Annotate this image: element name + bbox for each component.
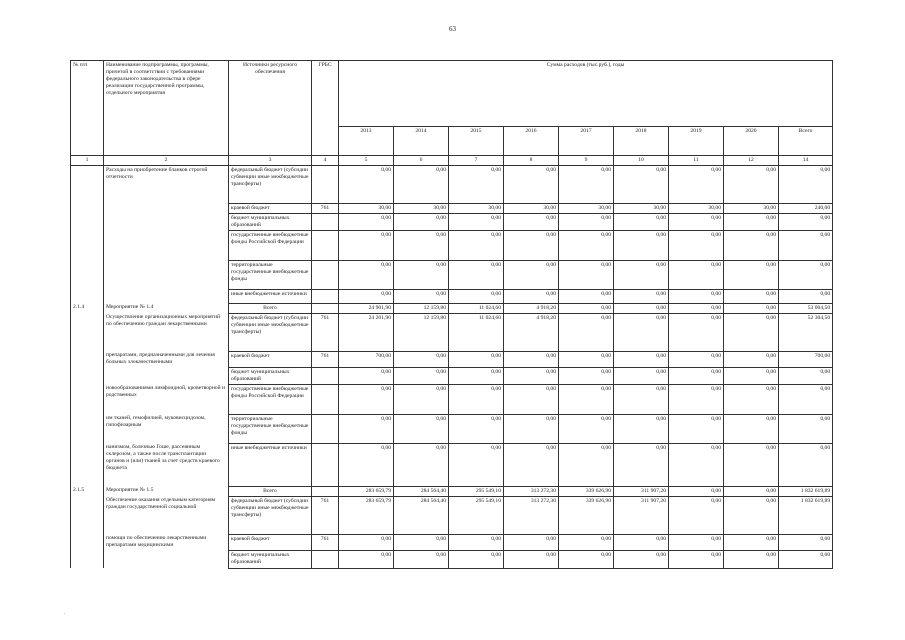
amount-cell: 0,00 [724,367,779,384]
amount-cell: 339 626,90 [559,486,614,496]
item-name-cell: помощи по обеспечению лекарственными препаратами медицинскими [104,534,229,550]
amount-cell: 0,00 [669,534,724,550]
amount-cell: 0,00 [724,166,779,204]
amount-cell: 0,00 [669,351,724,367]
amount-cell: 0,00 [614,166,669,204]
amount-cell: 0,00 [449,443,504,486]
amount-cell: 313 272,30 [504,496,559,534]
amount-cell: 0,00 [559,550,614,568]
item-number-cell [71,384,104,414]
amount-cell: 0,00 [394,166,449,204]
table-row [71,260,833,289]
row-total-cell: 52 304,50 [779,313,833,351]
item-number-cell [71,204,104,214]
amount-cell: 0,00 [339,550,394,568]
row-total-cell: 0,00 [779,534,833,550]
grbs-cell [312,550,339,568]
amount-cell: 0,00 [669,486,724,496]
column-number-row [71,156,833,166]
year-header: 2016 [504,127,559,156]
amount-cell: 0,00 [394,351,449,367]
amount-cell: 0,00 [724,534,779,550]
amount-cell: 0,00 [669,313,724,351]
table-row [71,414,833,443]
amount-cell: 0,00 [339,260,394,289]
row-total-cell: 1 832 619,89 [779,496,833,534]
row-total-cell: 0,00 [779,213,833,230]
row-total-cell: 700,00 [779,351,833,367]
grbs-cell: 761 [312,204,339,214]
row-total-cell: 0,00 [779,367,833,384]
item-name-cell: Осуществление организационных мероприятий по обеспечению граждан лекарственными [104,313,229,351]
grbs-cell [312,443,339,486]
row-total-cell: 1 832 619,89 [779,486,833,496]
funding-source-cell: государственные внебюджетные фонды Российской Федерации [229,230,312,260]
grbs-cell [312,384,339,414]
table-row [71,289,833,303]
row-total-cell: 0,00 [779,260,833,289]
item-name-cell [104,230,229,260]
table-row [71,213,833,230]
table-row [71,443,833,486]
amount-cell: 0,00 [724,496,779,534]
table-row [71,204,833,214]
year-header: 2014 [394,127,449,156]
funding-source-cell: бюджет муниципальных образований [229,550,312,568]
amount-cell: 0,00 [504,351,559,367]
amount-cell: 0,00 [669,260,724,289]
amount-cell: 30,00 [559,204,614,214]
column-number: 5 [339,156,394,166]
amount-cell: 0,00 [504,414,559,443]
item-number-cell [71,351,104,367]
amount-cell: 0,00 [614,260,669,289]
column-number: 12 [724,156,779,166]
amount-cell: 4 918,20 [504,313,559,351]
amount-cell: 0,00 [559,384,614,414]
item-number-cell: 2.1.5 [71,486,104,496]
total-row [71,486,833,496]
table-row [71,534,833,550]
total-row [71,303,833,313]
table-row [71,550,833,568]
amount-cell: 0,00 [669,230,724,260]
header-source-cell: Источники ресурсного обеспечения [229,61,312,156]
amount-cell: 0,00 [724,351,779,367]
funding-source-cell: бюджет муниципальных образований [229,367,312,384]
funding-source-cell: иные внебюджетные источники [229,443,312,486]
item-name-cell: препаратами, предназначенными для лечения больных злокачественными [104,351,229,367]
amount-cell: 0,00 [614,367,669,384]
amount-cell: 0,00 [504,260,559,289]
amount-cell: 0,00 [669,166,724,204]
amount-cell: 0,00 [394,213,449,230]
item-number-cell [71,550,104,568]
amount-cell: 0,00 [614,313,669,351]
grbs-cell: 761 [312,496,339,534]
amount-cell: 0,00 [559,313,614,351]
amount-cell: 0,00 [614,303,669,313]
item-name-cell [104,204,229,214]
amount-cell: 284 564,40 [394,496,449,534]
item-number-cell [71,443,104,486]
table-row [71,384,833,414]
item-name-cell: Мероприятие № 1.4 [104,303,229,313]
year-header: 2015 [449,127,504,156]
grbs-cell: 761 [312,351,339,367]
grbs-cell [312,367,339,384]
amount-cell: 339 626,90 [559,496,614,534]
amount-cell: 0,00 [394,384,449,414]
amount-cell: 0,00 [669,303,724,313]
item-number-cell [71,230,104,260]
item-name-cell [104,260,229,289]
amount-cell: 0,00 [614,213,669,230]
amount-cell: 0,00 [669,414,724,443]
grbs-cell [312,230,339,260]
item-number-cell [71,496,104,534]
amount-cell: 30,00 [669,204,724,214]
page-number: 63 [449,25,456,33]
column-number: 1 [71,156,104,166]
amount-cell: 0,00 [504,367,559,384]
item-name-cell: Мероприятие № 1.5 [104,486,229,496]
amount-cell: 0,00 [339,443,394,486]
table-row [71,230,833,260]
amount-cell: 311 907,20 [614,496,669,534]
amount-cell: 11 024,60 [449,303,504,313]
amount-cell: 0,00 [449,260,504,289]
row-total-cell: 0,00 [779,550,833,568]
amount-cell: 0,00 [504,166,559,204]
funding-source-cell: государственные внебюджетные фонды Российской Федерации [229,384,312,414]
amount-cell: 0,00 [724,486,779,496]
amount-cell: 0,00 [449,351,504,367]
amount-cell: 0,00 [669,443,724,486]
funding-source-cell: федеральный бюджет (субсидии субвенции иные межбюджетные трансферты) [229,313,312,351]
header-name-cell: Наименование подпрограммы, программы, причетой в соответствии с требованиями федерального законодательства в сфере реализации государственной программы, отдельного мероприятия [104,61,229,156]
amount-cell: 0,00 [394,534,449,550]
amount-cell: 0,00 [449,534,504,550]
item-name-cell: им тканей, гемофилией, муковисцидозом, гипофизарным [104,414,229,443]
amount-cell: 30,00 [614,204,669,214]
amount-cell: 0,00 [449,384,504,414]
amount-cell: 0,00 [669,384,724,414]
item-number-cell [71,367,104,384]
amount-cell: 12 159,80 [394,313,449,351]
amount-cell: 0,00 [724,260,779,289]
amount-cell: 30,00 [339,204,394,214]
amount-cell: 0,00 [339,367,394,384]
amount-cell: 700,00 [339,351,394,367]
total-label-cell: Всего [229,303,312,313]
column-number: 2 [104,156,229,166]
funding-source-cell: федеральный бюджет (субсидии субвенции иные межбюджетные трансферты) [229,496,312,534]
column-number: 4 [312,156,339,166]
column-number: 14 [779,156,833,166]
amount-cell: 12 159,80 [394,303,449,313]
row-total-cell: 0,00 [779,230,833,260]
amount-cell: 0,00 [504,213,559,230]
table-row [71,166,833,204]
year-header: 2020 [724,127,779,156]
table-row [71,351,833,367]
amount-cell: 0,00 [559,260,614,289]
amount-cell: 0,00 [449,230,504,260]
amount-cell: 0,00 [669,213,724,230]
amount-cell: 0,00 [449,213,504,230]
amount-cell: 0,00 [669,496,724,534]
amount-cell: 0,00 [724,303,779,313]
amount-cell: 295 549,10 [449,496,504,534]
column-number: 9 [559,156,614,166]
item-number-cell [71,534,104,550]
grbs-cell [312,213,339,230]
amount-cell: 313 272,30 [504,486,559,496]
funding-source-cell: краевой бюджет [229,534,312,550]
amount-cell: 0,00 [559,213,614,230]
amount-cell: 0,00 [559,414,614,443]
amount-cell: 0,00 [669,289,724,303]
amount-cell: 0,00 [339,414,394,443]
column-number: 10 [614,156,669,166]
amount-cell: 0,00 [339,166,394,204]
amount-cell: 0,00 [339,534,394,550]
amount-cell: 30,00 [504,204,559,214]
grbs-cell [312,166,339,204]
amount-cell: 0,00 [559,230,614,260]
grbs-cell [312,260,339,289]
grbs-cell: 761 [312,313,339,351]
amount-cell: 0,00 [449,166,504,204]
item-number-cell [71,289,104,303]
funding-source-cell: федеральный бюджет (субсидии субвенции иные межбюджетные трансферты) [229,166,312,204]
amount-cell: 0,00 [339,384,394,414]
column-number: 11 [669,156,724,166]
amount-cell: 0,00 [614,351,669,367]
amount-cell: 283 659,79 [339,496,394,534]
item-name-cell: Обеспечение оказания отдельным категориям граждан государственной социальной [104,496,229,534]
amount-cell: 284 564,40 [394,486,449,496]
amount-cell: 0,00 [504,550,559,568]
amount-cell: 0,00 [724,313,779,351]
item-number-cell [71,260,104,289]
amount-cell: 311 907,20 [614,486,669,496]
amount-cell: 30,00 [449,204,504,214]
amount-cell: 30,00 [394,204,449,214]
amount-cell: 0,00 [724,414,779,443]
grbs-cell [312,486,339,496]
amount-cell: 4 918,20 [504,303,559,313]
amount-cell: 0,00 [449,414,504,443]
amount-cell: 0,00 [724,443,779,486]
item-name-cell [104,289,229,303]
item-number-cell [71,166,104,204]
funding-source-cell: иные внебюджетные источники [229,289,312,303]
amount-cell: 0,00 [614,414,669,443]
amount-cell: 0,00 [614,443,669,486]
item-name-cell [104,213,229,230]
funding-source-cell: территориальные государственные внебюджетные фонды [229,260,312,289]
amount-cell: 0,00 [559,303,614,313]
column-number: 7 [449,156,504,166]
amount-cell: 0,00 [559,534,614,550]
amount-cell: 0,00 [394,289,449,303]
amount-cell: 283 659,79 [339,486,394,496]
header-grbs-cell: ГРБС [312,61,339,156]
amount-cell: 0,00 [394,443,449,486]
funding-source-cell: краевой бюджет [229,204,312,214]
grbs-cell [312,303,339,313]
footer-mark: . [64,610,66,616]
amount-cell: 0,00 [394,550,449,568]
amount-cell: 0,00 [339,230,394,260]
amount-cell: 0,00 [724,230,779,260]
column-number: 6 [394,156,449,166]
funding-source-cell: бюджет муниципальных образований [229,213,312,230]
item-name-cell [104,550,229,568]
row-total-cell: 0,00 [779,166,833,204]
amount-cell: 0,00 [614,289,669,303]
amount-cell: 0,00 [724,550,779,568]
amount-cell: 0,00 [559,443,614,486]
amount-cell: 295 549,10 [449,486,504,496]
amount-cell: 0,00 [669,367,724,384]
year-header: 2019 [669,127,724,156]
amount-cell: 0,00 [504,289,559,303]
amount-cell: 0,00 [449,367,504,384]
amount-cell: 0,00 [614,230,669,260]
row-total-cell: 0,00 [779,384,833,414]
item-name-cell [104,367,229,384]
year-header: 2017 [559,127,614,156]
year-header: 2013 [339,127,394,156]
amount-cell: 0,00 [614,550,669,568]
amount-cell: 0,00 [669,550,724,568]
item-number-cell [71,313,104,351]
amount-cell: 0,00 [394,260,449,289]
row-total-cell: 0,00 [779,443,833,486]
total-header: Всего [779,127,833,156]
header-number-cell: № п/п [71,61,104,156]
amount-cell: 11 024,60 [449,313,504,351]
amount-cell: 0,00 [724,289,779,303]
column-number: 3 [229,156,312,166]
total-label-cell: Всего [229,486,312,496]
amount-cell: 30,00 [724,204,779,214]
grbs-cell [312,414,339,443]
amount-cell: 0,00 [724,384,779,414]
year-header: 2018 [614,127,669,156]
amount-cell: 0,00 [504,443,559,486]
table-row [71,496,833,534]
item-name-cell: нанизмом, болезнью Гоше, рассеянным склерозом, а также после трансплантации органов и (или) тканей за счет средств краевого бюджета [104,443,229,486]
amount-cell: 0,00 [449,289,504,303]
amount-cell: 0,00 [559,289,614,303]
header-amount-group: Сумма расходов (тыс.руб.), годы [339,61,833,127]
amount-cell: 0,00 [339,289,394,303]
amount-cell: 0,00 [394,414,449,443]
amount-cell: 0,00 [449,550,504,568]
amount-cell: 24 201,90 [339,313,394,351]
row-total-cell: 0,00 [779,289,833,303]
amount-cell: 0,00 [614,384,669,414]
row-total-cell: 240,00 [779,204,833,214]
amount-cell: 0,00 [614,534,669,550]
amount-cell: 0,00 [559,166,614,204]
item-number-cell [71,213,104,230]
grbs-cell [312,289,339,303]
amount-cell: 24 901,90 [339,303,394,313]
row-total-cell: 0,00 [779,414,833,443]
amount-cell: 0,00 [339,213,394,230]
grbs-cell: 761 [312,534,339,550]
table-row [71,367,833,384]
item-number-cell [71,414,104,443]
amount-cell: 0,00 [394,367,449,384]
table-row [71,313,833,351]
column-number: 8 [504,156,559,166]
item-name-cell: новообразованиями лимфоидной, кроветворной и родственных [104,384,229,414]
amount-cell: 0,00 [504,534,559,550]
budget-table [70,60,833,569]
amount-cell: 0,00 [504,230,559,260]
funding-source-cell: территориальные государственные внебюджетные фонды [229,414,312,443]
amount-cell: 0,00 [724,213,779,230]
amount-cell: 0,00 [504,384,559,414]
amount-cell: 0,00 [394,230,449,260]
item-name-cell: Расходы на приобретение бланков строгой отчетности [104,166,229,204]
row-total-cell: 53 004,50 [779,303,833,313]
amount-cell: 0,00 [559,367,614,384]
amount-cell: 0,00 [559,351,614,367]
item-number-cell: 2.1.4 [71,303,104,313]
funding-source-cell: краевой бюджет [229,351,312,367]
